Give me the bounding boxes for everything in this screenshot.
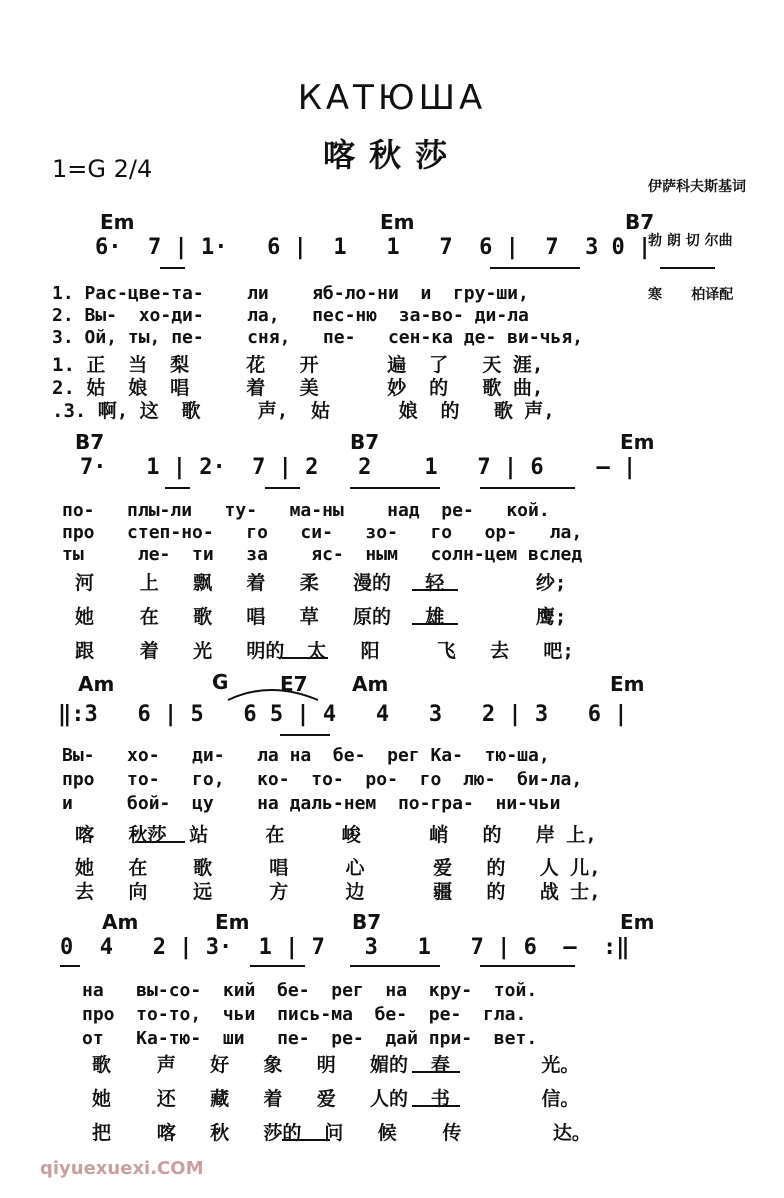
lyric-ru-verse-2: про то-то, чьи пись-ма бе- ре- гла.: [82, 1004, 527, 1025]
chord: Am: [78, 672, 115, 696]
lyric-ru-verse-2: про степ-но- го си- зо- го ор- ла,: [62, 522, 583, 543]
lyric-ru-verse-2: 2. Вы- хо-ди- ла, пес-ню за-во- ди-ла: [52, 305, 529, 326]
chord: Am: [102, 910, 139, 934]
chord: B7: [75, 430, 105, 454]
lyric-zh-verse-1: 河 上 飘 着 柔 漫的 轻 纱;: [75, 572, 567, 594]
watermark: qiyuexuexi.COM: [40, 1158, 204, 1179]
chord: G: [212, 670, 229, 694]
notation-line: 7· 1 | 2· 7 | 2 2 1 7 | 6 — |: [80, 455, 637, 480]
lyric-ru-verse-3: ты ле- ти за яс- ным солн-цем вслед: [62, 544, 583, 565]
credit-translator: 寒 柏译配: [648, 287, 734, 303]
chord: Em: [100, 210, 135, 234]
lyric-ru-verse-1: Вы- хо- ди- ла на бе- рег Ка- тю-ша,: [62, 745, 550, 766]
lyric-zh-verse-2: 她 在 歌 唱 草 原的 雄 鹰;: [75, 606, 567, 628]
chord: Em: [620, 430, 655, 454]
lyric-zh-verse-1: 1. 正 当 梨 花 开 遍 了 天 涯,: [52, 354, 544, 376]
slur-mark: [228, 690, 318, 700]
lyric-zh-verse-3: .3. 啊, 这 歌 声, 姑 娘 的 歌 声,: [52, 400, 555, 422]
lyric-ru-verse-2: про то- го, ко- то- ро- го лю- би-ла,: [62, 769, 583, 790]
lyric-zh-verse-3: 去 向 远 方 边 疆 的 战 士,: [75, 881, 601, 903]
chord: E7: [280, 672, 308, 696]
chord: B7: [352, 910, 382, 934]
credit-composer: 勃 朗 切 尔曲: [648, 233, 733, 249]
chord: Em: [380, 210, 415, 234]
lyric-ru-verse-3: 3. Ой, ты, пе- сня, пе- сен-ка де- ви-чья,: [52, 327, 584, 348]
chord: Em: [215, 910, 250, 934]
title-russian: КАТЮША: [297, 78, 487, 118]
lyric-zh-verse-2: 她 在 歌 唱 心 爱 的 人 儿,: [75, 857, 601, 879]
chord: Em: [620, 910, 655, 934]
notation-line: 0 4 2 | 3· 1 | 7 3 1 7 | 6 — :‖: [60, 935, 630, 960]
key-signature: 1=G 2/4: [52, 155, 153, 183]
chord: B7: [625, 210, 655, 234]
lyric-ru-verse-1: на вы-со- кий бе- рег на кру- той.: [82, 980, 538, 1001]
lyric-ru-verse-3: от Ка-тю- ши пе- ре- дай при- вет.: [82, 1028, 538, 1049]
credit-lyricist: 伊萨科夫斯基词: [648, 179, 746, 195]
lyric-zh-verse-1: 歌 声 好 象 明 媚的 春 光。: [92, 1054, 580, 1076]
lyric-zh-verse-3: 把 喀 秋 莎的 问 候 传 达。: [92, 1122, 591, 1144]
lyric-ru-verse-1: 1. Рас-цве-та- ли яб-ло-ни и гру-ши,: [52, 283, 529, 304]
lyric-ru-verse-3: и бой- цу на даль-нем по-гра- ни-чьи: [62, 793, 561, 814]
lyric-ru-verse-1: по- плы-ли ту- ма-ны над ре- кой.: [62, 500, 550, 521]
chord: Em: [610, 672, 645, 696]
title-chinese: 喀秋莎: [322, 136, 461, 174]
chord: B7: [350, 430, 380, 454]
lyric-zh-verse-2: 她 还 藏 着 爱 人的 书 信。: [92, 1088, 580, 1110]
lyric-zh-verse-3: 跟 着 光 明的 太 阳 飞 去 吧;: [75, 640, 574, 662]
notation-line: 6· 7 | 1· 6 | 1 1 7 6 | 7 3 0 |: [95, 235, 652, 260]
lyric-zh-verse-1: 喀 秋莎 站 在 峻 峭 的 岸 上,: [75, 824, 597, 846]
chord: Am: [352, 672, 389, 696]
lyric-zh-verse-2: 2. 姑 娘 唱 着 美 妙 的 歌 曲,: [52, 377, 544, 399]
notation-line: ‖:3 6 | 5 6 5 | 4 4 3 2 | 3 6 |: [58, 702, 628, 727]
